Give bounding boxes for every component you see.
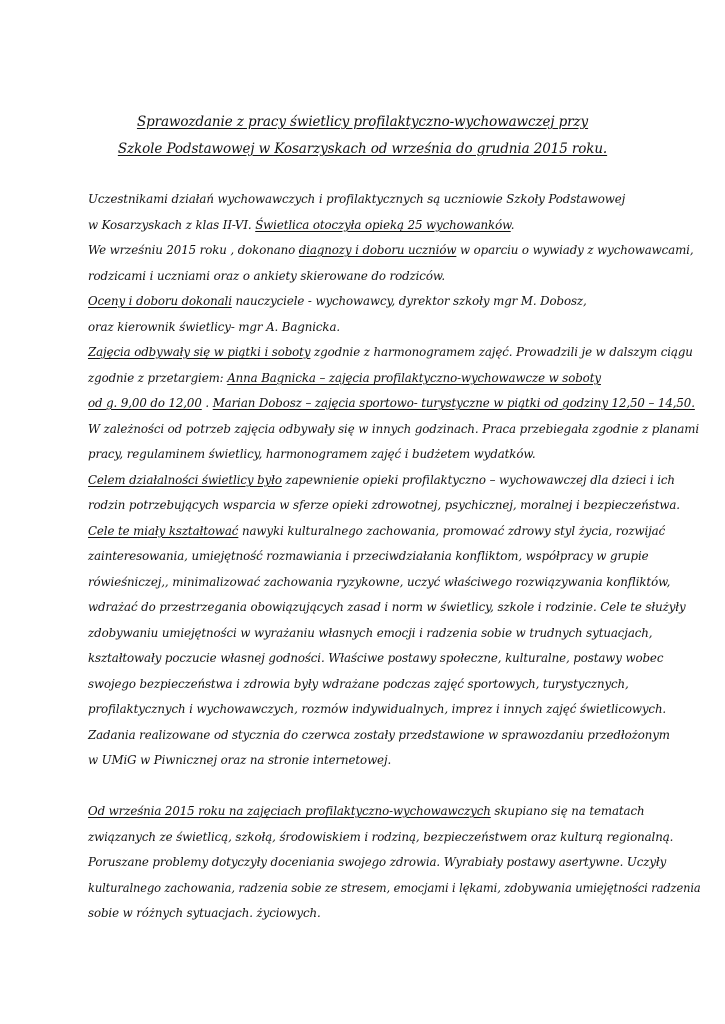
paragraph-line: zgodnie z przetargiem: Anna Bagnicka – zajęcia profilaktyczno-wychowawcze w soboty: [88, 371, 601, 385]
report-title-line-2: Szkole Podstawowej w Kosarzyskach od września do grudnia 2015 roku.: [117, 141, 608, 157]
paragraph-line: W zależności od potrzeb zajęcia odbywały się w innych godzinach. Praca przebiegała zgodnie z planami: [88, 422, 700, 436]
paragraph-line: Od września 2015 roku na zajęciach profilaktyczno-wychowawczych skupiano się na tematach: [88, 804, 645, 818]
paragraph-line: w Kosarzyskach z klas II-VI. Świetlica otoczyła opieką 25 wychowanków.: [88, 218, 515, 232]
paragraph-line: swojego bezpieczeństwa i zdrowia były wdrażane podczas zajęć sportowych, turystycznych,: [88, 677, 629, 691]
paragraph-line: Oceny i doboru dokonali nauczyciele - wychowawcy, dyrektor szkoły mgr M. Dobosz,: [88, 294, 587, 308]
paragraph-line: pracy, regulaminem świetlicy, harmonogramem zajęć i budżetem wydatków.: [88, 447, 536, 461]
paragraph-line: Celem działalności świetlicy było zapewnienie opieki profilaktyczno – wychowawczej dla dzieci i ich: [88, 473, 675, 487]
paragraph-line: zdobywaniu umiejętności w wyrażaniu własnych emocji i radzenia sobie w trudnych sytuacjach,: [88, 626, 653, 640]
paragraph-line: kształtowały poczucie własnej godności. Właściwe postawy społeczne, kulturalne, postawy wobec: [88, 651, 664, 665]
paragraph-line: rodzicami i uczniami oraz o ankiety skierowane do rodziców.: [88, 269, 446, 283]
paragraph-line: Uczestnikami działań wychowawczych i profilaktycznych są uczniowie Szkoły Podstawowej: [88, 192, 626, 206]
paragraph-line: Zajęcia odbywały się w piątki i soboty zgodnie z harmonogramem zajęć. Prowadzili je w dalszym ciągu: [88, 345, 693, 359]
paragraph-line: zainteresowania, umiejętność rozmawiania i przeciwdziałania konfliktom, współpracy w grupie: [88, 549, 649, 563]
paragraph-line: w UMiG w Piwnicznej oraz na stronie internetowej.: [88, 753, 392, 767]
paragraph-line: rodzin potrzebujących wsparcia w sferze opieki zdrowotnej, psychicznej, moralnej i bezpieczeństwa.: [88, 498, 680, 512]
report-title-line-1: Sprawozdanie z pracy świetlicy profilaktyczno-wychowawczej przy: [136, 114, 589, 130]
paragraph-line: rówieśniczej,, minimalizować zachowania ryzykowne, uczyć właściwego rozwiązywania konfliktów,: [88, 575, 671, 589]
paragraph-line: sobie w różnych sytuacjach. życiowych.: [88, 906, 321, 920]
paragraph-line: kulturalnego zachowania, radzenia sobie ze stresem, emocjami i lękami, zdobywania umiejętności radzenia: [88, 881, 701, 895]
paragraph-line: profilaktycznych i wychowawczych, rozmów indywidualnych, imprez i innych zajęć świetlicowych.: [88, 702, 667, 716]
paragraph-line: wdrażać do przestrzegania obowiązujących zasad i norm w świetlicy, szkole i rodzinie. Cele te służyły: [88, 600, 686, 614]
paragraph-line: oraz kierownik świetlicy- mgr A. Bagnicka.: [88, 320, 341, 334]
paragraph-line: Zadania realizowane od stycznia do czerwca zostały przedstawione w sprawozdaniu przedłożonym: [88, 728, 670, 742]
paragraph-line: od g. 9,00 do 12,00 . Marian Dobosz – zajęcia sportowo- turystyczne w piątki od godziny 12,50 – 14,50.: [88, 396, 695, 410]
paragraph-line: Cele te miały kształtować nawyki kulturalnego zachowania, promować zdrowy styl życia, rozwijać: [88, 524, 666, 538]
paragraph-line: We wrześniu 2015 roku , dokonano diagnozy i doboru uczniów w oparciu o wywiady z wychowawcami,: [88, 243, 694, 257]
paragraph-line: Poruszane problemy dotyczyły doceniania swojego zdrowia. Wyrabiały postawy asertywne. Uczyły: [88, 855, 667, 869]
paragraph-line: związanych ze świetlicą, szkołą, środowiskiem i rodziną, bezpieczeństwem oraz kulturą regionalną.: [88, 830, 674, 844]
